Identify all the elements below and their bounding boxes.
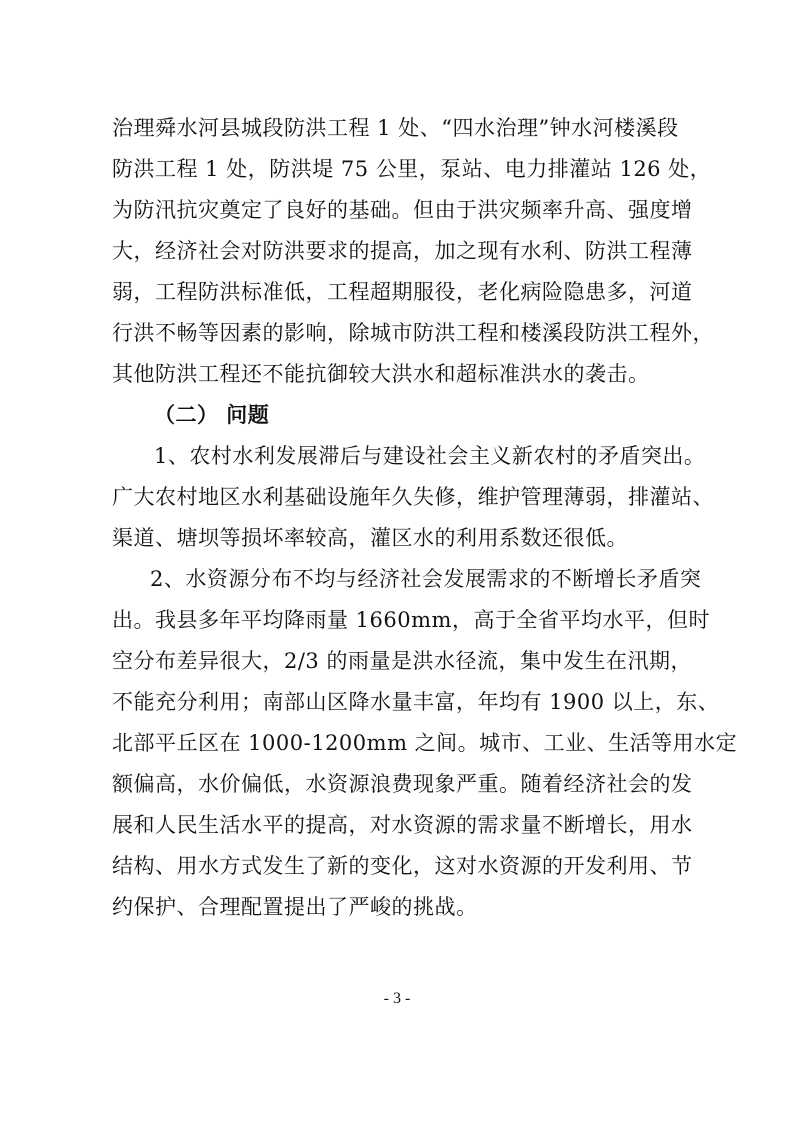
body-text-line: 北部平丘区在 1000-1200mm 之间。城市、工业、生活等用水定 bbox=[112, 731, 738, 755]
section-heading: （二） 问题 bbox=[154, 402, 270, 427]
body-text-line: 2、水资源分布不均与经济社会发展需求的不断增长矛盾突 bbox=[150, 567, 702, 591]
body-text-line: 结构、用水方式发生了新的变化，这对水资源的开发利用、节 bbox=[112, 854, 693, 878]
page-number: - 3 - bbox=[383, 990, 411, 1007]
body-text-line: 出。我县多年平均降雨量 1660mm，高于全省平均水平，但时 bbox=[112, 608, 710, 632]
body-text-line: 防洪工程 1 处，防洪堤 75 公里，泵站、电力排灌站 126 处， bbox=[112, 157, 712, 181]
body-text-line: 空分布差异很大，2/3 的雨量是洪水径流，集中发生在汛期， bbox=[112, 649, 692, 673]
body-text-line: 行洪不畅等因素的影响，除城市防洪工程和楼溪段防洪工程外， bbox=[112, 321, 714, 345]
body-text-line: 治理舜水河县城段防洪工程 1 处、“四水治理”钟水河楼溪段 bbox=[112, 116, 679, 140]
body-text-line: 约保护、合理配置提出了严峻的挑战。 bbox=[112, 895, 478, 919]
body-text-line: 展和人民生活水平的提高，对水资源的需求量不断增长，用水 bbox=[112, 813, 693, 837]
body-text-line: 为防汛抗灾奠定了良好的基础。但由于洪灾频率升高、强度增 bbox=[112, 198, 693, 222]
body-text-line: 额偏高，水价偏低，水资源浪费现象严重。随着经济社会的发 bbox=[112, 772, 693, 796]
body-text-line: 大，经济社会对防洪要求的提高，加之现有水利、防洪工程薄 bbox=[112, 239, 693, 263]
body-text-line: 广大农村地区水利基础设施年久失修，维护管理薄弱，排灌站、 bbox=[112, 485, 714, 509]
body-text-line: 其他防洪工程还不能抗御较大洪水和超标准洪水的袭击。 bbox=[112, 362, 650, 386]
body-text-line: 1、农村水利发展滞后与建设社会主义新农村的矛盾突出。 bbox=[154, 444, 706, 468]
body-text-line: 弱，工程防洪标准低，工程超期服役，老化病险隐患多，河道 bbox=[112, 280, 693, 304]
body-text-line: 不能充分利用；南部山区降水量丰富，年均有 1900 以上，东、 bbox=[112, 690, 720, 714]
body-text-line: 渠道、塘坝等损坏率较高，灌区水的利用系数还很低。 bbox=[112, 526, 628, 550]
